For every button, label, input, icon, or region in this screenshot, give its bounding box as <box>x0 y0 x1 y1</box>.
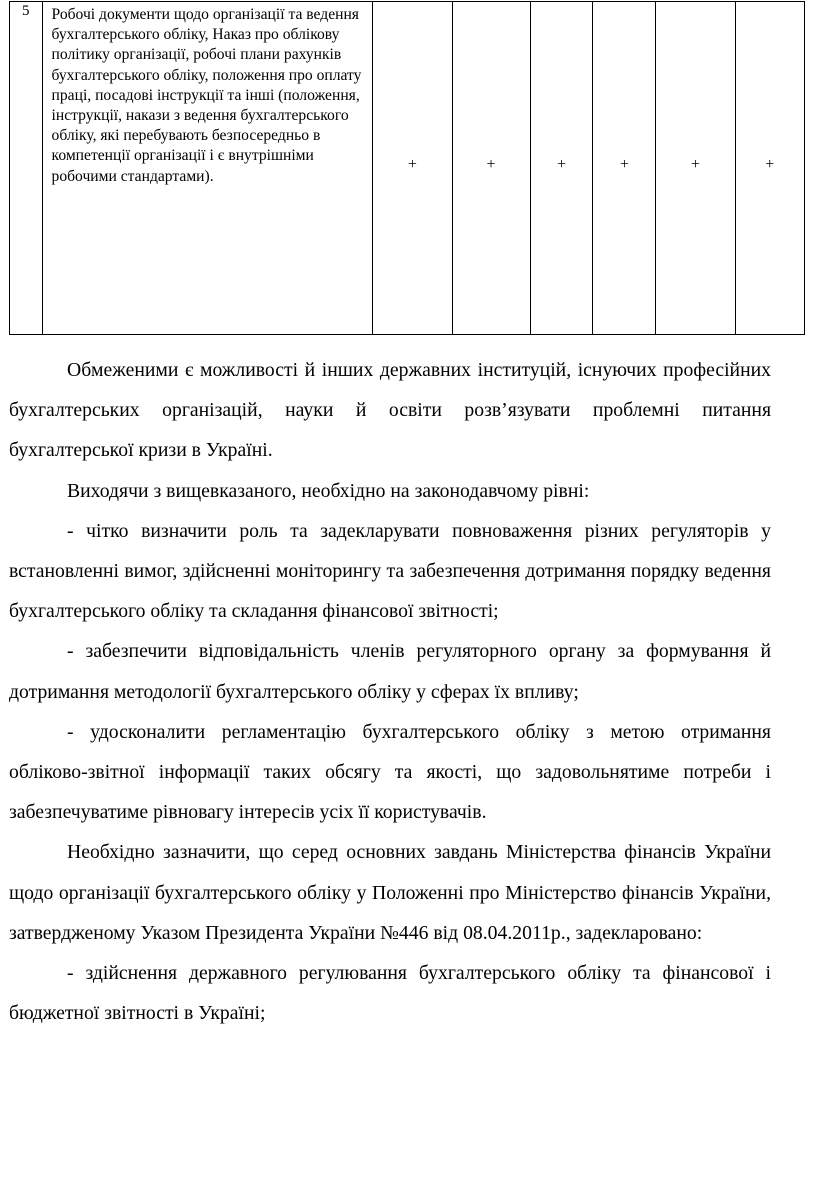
row-mark: + <box>530 2 593 335</box>
row-mark: + <box>656 2 735 335</box>
list-item-improve-regulation: - удосконалити регламентацію бухгалтерського обліку з метою отримання обліково-звітної інформації таких обсягу та якості, що задовольнятиме потреби і забезпечуватиме рівновагу інтересів усіх її користувачів. <box>9 720 771 824</box>
row-number: 5 <box>10 2 43 335</box>
paragraph-legislative-intro: Виходячи з вищевказаного, необхідно на законодавчому рівні: <box>67 479 590 502</box>
row-mark: + <box>373 2 452 335</box>
paragraph-limitations: Обмеженими є можливості й інших державних інституцій, існуючих професійних бухгалтерських організацій, науки й освіти розв’язувати проблемні питання бухгалтерської кризи в Україні. <box>9 359 771 462</box>
row-mark: + <box>735 2 804 335</box>
row-mark: + <box>593 2 656 335</box>
row-description: Робочі документи щодо організації та ведення бухгалтерського обліку, Наказ про облікову політику організації, робочі плани рахунків бухгалтерського обліку, положення про оплату праці, посадові інструкції та інші (положення, інструкції, накази з ведення бухгалтерського обліку, які перебувають безпосередньо в компетенції організації і є внутрішніми робочими стандартами). <box>42 2 373 335</box>
list-item-responsibility: - забезпечити відповідальність членів регуляторного органу за формування й дотримання методології бухгалтерського обліку у сферах їх впливу; <box>9 640 771 703</box>
list-item-state-regulation: - здійснення державного регулювання бухгалтерського обліку та фінансової і бюджетної звітності в Україні; <box>9 962 771 1025</box>
body-text <box>9 350 771 1033</box>
table-row <box>10 2 805 335</box>
paragraph-ministry-tasks: Необхідно зазначити, що серед основних завдань Міністерства фінансів України щодо організації бухгалтерського обліку у Положенні про Міністерство фінансів України, затвердженому Указом Президента України №446 від 08.04.2011р., задекларовано: <box>9 841 771 944</box>
row-mark: + <box>452 2 530 335</box>
documents-table <box>9 1 805 335</box>
list-item-define-roles: - чітко визначити роль та задекларувати повноваження різних регуляторів у встановленні вимог, здійсненні моніторингу та забезпечення дотримання порядку ведення бухгалтерського обліку та складання фінансової звітності; <box>9 519 771 623</box>
